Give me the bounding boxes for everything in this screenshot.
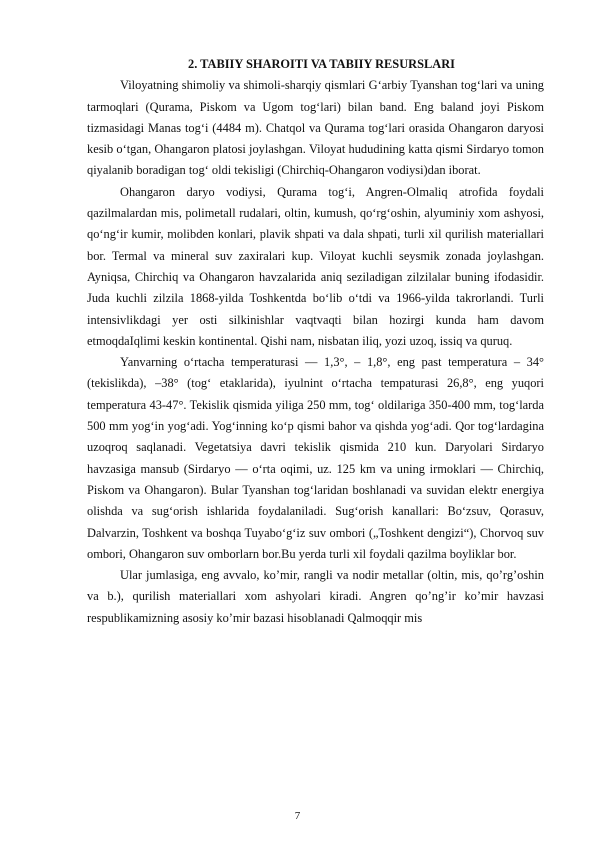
paragraph-minerals: Ohangaron daryo vodiysi, Qurama tog‘i, Angren-Olmaliq atrofida foydali qazilmalardan mis, polimetall rudalari, oltin, kumush, qo‘rg‘oshin, alyuminiy xom ashyosi, qo‘ng‘ir kumir, molibden konlari, plavik shpati va dala shpati, turli xil qurilish materiallari bor. Termal va mineral suv zaxiralari kup. Viloyat kuchli seysmik zonada joylashgan. Ayniqsa, Chirchiq va Ohangaron havzalarida aniq seziladigan zilzilalar buning ifodasidir. Juda kuchli zilzila 1868-yilda Toshkentda bo‘lib o‘tdi va 1966-yilda takrorlandi. Turli intensivlikdagi yer osti silkinishlar vaqtvaqti bilan hozirgi kunda ham davom etmoqdaIqlimi keskin kontinental. Qishi nam, nisbatan iliq, yozi uzoq, issiq va quruq.	[87, 184, 544, 348]
paragraph-resources: Ular jumlasiga, eng avvalo, ko’mir, rangli va nodir metallar (oltin, mis, qo’rg’oshin va b.), qurilish materiallari xom ashyolari kiradi. Angren qo’ng’ir ko’mir havzasi respublikamizning asosiy ko’mir bazasi hisoblanadi Qalmoqqir mis	[87, 568, 544, 625]
section-title: 2. TABIIY SHAROITI VA TABIIY RESURSLARI	[188, 57, 455, 71]
page-number: 7	[294, 810, 301, 822]
paragraph-relief: Viloyatning shimoliy va shimoli-sharqiy qismlari G‘arbiy Tyanshan tog‘lari va uning tarmoqlari (Qurama, Piskom va Ugom tog‘lari) bilan band. Eng baland joyi Piskom tizmasidagi Manas tog‘i (4484 m). Chatqol va Qurama tog‘lari orasida Ohangaron daryosi kesib o‘tgan, Ohangaron platosi joylashgan. Viloyat hududining katta qismi Sirdaryo tomon qiyalanib boradigan tog‘ oldi tekisligi (Chirchiq-Ohangaron vodiysi)dan iborat.	[87, 78, 544, 178]
paragraph-climate: Yanvarning o‘rtacha temperaturasi — 1,3°, – 1,8°, eng past temperatura – 34° (tekislikda), –38° (tog‘ etaklarida), iyulnint o‘rtacha tempaturasi 26,8°, eng yuqori temperatura 43-47°. Tekislik qismida yiliga 250 mm, tog‘ oldilariga 350-400 mm, tog‘larda 500 mm yog‘in yog‘adi. Yog‘inning ko‘p qismi bahor va qishda yog‘adi. Qor tog‘lardagina uzoqroq saqlanadi. Vegetatsiya davri tekislik qismida 210 kun. Daryolari Sirdaryo havzasiga mansub (Sirdaryo — o‘rta oqimi, uz. 125 km va uning irmoklari — Chirchiq, Piskom va Ohangaron). Bular Tyanshan tog‘laridan boshlanadi va suvidan elektr energiya olishda va sug‘orish ishlarida foydalaniladi. Sug‘orish kanallari: Bo‘zsuv, Qorasuv, Dalvarzin, Toshkent va boshqa Tuyabo‘g‘iz suv ombori („Toshkent dengizi“), Chorvoq suv ombori, Ohangaron suv omborlarn bor.Bu yerda turli xil foydali qazilma boyliklar bor.	[87, 355, 544, 561]
page-content	[87, 54, 544, 629]
